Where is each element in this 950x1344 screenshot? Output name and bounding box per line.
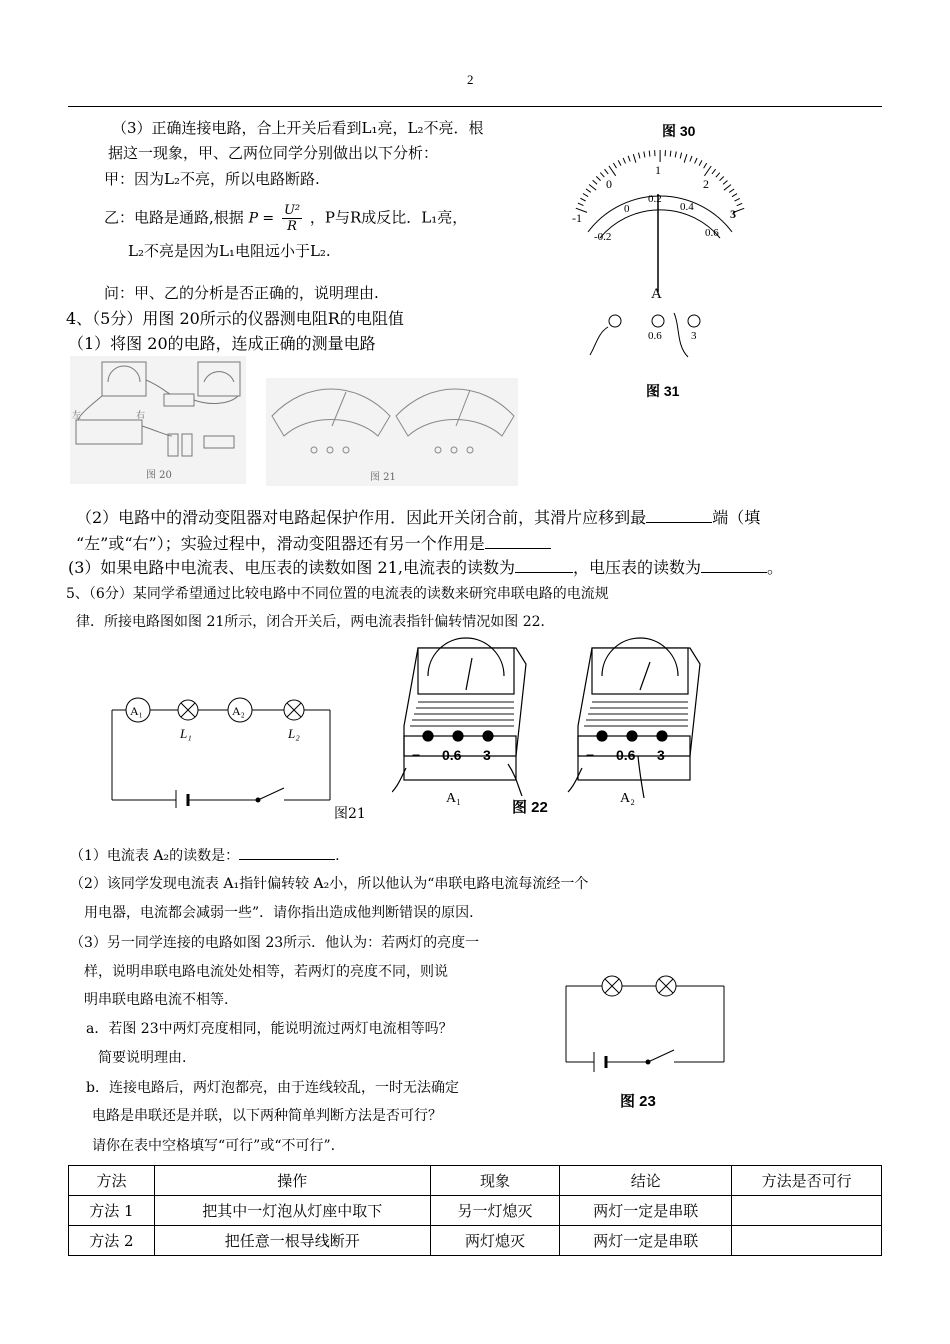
terminal-3	[688, 315, 700, 327]
fig22-meters	[392, 636, 732, 806]
q5-p3-line2: 样，说明串联电路电流处处相等，若两灯的亮度不同，则说	[84, 964, 448, 980]
q3-ask: 问：甲、乙的分析是否正确的，说明理由.	[104, 284, 379, 302]
dial-tick	[600, 173, 604, 178]
terminal-06	[652, 315, 664, 327]
table-row	[69, 1196, 882, 1226]
terminal-label-06: 0.6	[648, 330, 662, 342]
minor-label-06: 0.6	[705, 227, 719, 239]
blank-a2-reading[interactable]	[239, 859, 335, 860]
q3-yi-suffix: ，P与R成反比．L₁亮，	[309, 208, 468, 227]
minor-label-02: 0.2	[648, 193, 662, 205]
header-feasible: 方法是否可行	[732, 1166, 882, 1196]
dial-tick	[644, 152, 645, 158]
q4-part3-a: (3）如果电路中电流表、电压表的读数如图 21,电流表的读数为	[68, 558, 515, 577]
fig21-circuit	[108, 694, 338, 808]
meter1-minus: −	[412, 747, 421, 763]
cell-feasible-answer[interactable]	[732, 1226, 882, 1256]
formula-p: P =	[248, 210, 275, 227]
q5-p1-text: （1）电流表 A₂的读数是：	[70, 848, 240, 864]
methods-table	[68, 1165, 882, 1256]
q3-jia: 甲：因为L₂不亮，所以电路断路.	[104, 170, 320, 188]
wire-left	[590, 327, 608, 355]
q5-p1	[70, 846, 340, 866]
fig20-apparatus	[70, 356, 246, 484]
fig21-circuit-caption: 图21	[334, 806, 366, 822]
minor-label-0: 0	[624, 203, 630, 215]
q5-p2-line1: （2）该同学发现电流表 A₁指针偏转较 A₂小，所以他认为“串联电路电流每流经一个	[70, 876, 589, 892]
dial-tick	[675, 152, 676, 158]
fig21-meters	[266, 378, 518, 486]
switch-lever	[258, 788, 284, 800]
blank-other-role[interactable]	[485, 548, 551, 549]
fig20-left: 左	[72, 411, 82, 421]
q5-b-line2: 电路是串联还是并联，以下两种简单判断方法是否可行？	[92, 1108, 442, 1124]
header-method: 方法	[69, 1166, 155, 1196]
dial-tick	[716, 173, 720, 178]
q4-part1: （1）将图 20的电路，连成正确的测量电路	[68, 334, 376, 353]
q5-p3-line3: 明串联电路电流不相等.	[84, 992, 229, 1008]
tick-label-3: 3	[730, 207, 736, 221]
q5-b-line1: b．连接电路后，两灯泡都亮，由于连线较乱，一时无法确定	[86, 1080, 459, 1096]
dial-tick	[712, 169, 716, 174]
dial-tick	[690, 156, 692, 162]
dial-tick	[593, 180, 598, 184]
dial-tick	[704, 163, 707, 168]
dial-tick	[628, 156, 630, 162]
l2-label: L₂	[288, 726, 300, 741]
fig30-caption: 图 30	[662, 123, 696, 139]
header-rule	[68, 106, 882, 107]
ammeter-face	[272, 389, 390, 436]
meter1-3: 3	[483, 747, 491, 763]
dial-tick	[680, 153, 681, 159]
cell-feasible-answer[interactable]	[732, 1196, 882, 1226]
tick-label-1: 1	[655, 163, 661, 177]
q4-part3-c: 。	[766, 558, 783, 577]
page-number: 2	[467, 72, 474, 87]
dial-tick	[723, 181, 728, 185]
fig23-circuit	[562, 970, 732, 1080]
q5-a-line1: a．若图 23中两灯亮度相同，能说明流过两灯电流相等吗？	[86, 1021, 453, 1037]
minor-label-04: 0.4	[680, 201, 694, 213]
dial-tick	[633, 154, 636, 163]
cell-method: 方法 1	[69, 1196, 155, 1226]
dial-tick	[732, 194, 737, 197]
dial-tick	[670, 151, 671, 157]
rheostat	[76, 420, 142, 444]
voltmeter-face	[396, 389, 514, 436]
meter2-minus: −	[586, 747, 595, 763]
meter2-face	[592, 648, 688, 694]
q3-line2: 据这一现象，甲、乙两位同学分别做出以下分析：	[108, 144, 439, 162]
meter2-label: A₂	[620, 791, 635, 806]
dial-tick	[684, 154, 687, 163]
dial-tick	[578, 203, 584, 206]
cell-operation: 把任意一根导线断开	[154, 1226, 430, 1256]
q4-part2-text: （2）电路中的滑动变阻器对电路起保护作用．因此开关闭合前，其滑片应移到最	[76, 508, 647, 527]
cell-operation: 把其中一灯泡从灯座中取下	[154, 1196, 430, 1226]
header-phenomenon: 现象	[430, 1166, 560, 1196]
fig31-caption: 图 31	[646, 383, 680, 399]
dial-tick	[589, 185, 596, 191]
ammeter-needle	[332, 392, 346, 426]
dial-tick	[729, 189, 734, 192]
battery-2	[182, 434, 192, 456]
formula-denominator: R	[287, 219, 297, 234]
terminal-neg	[609, 315, 621, 327]
dial-tick	[583, 194, 588, 197]
q3-yi-line2: L₂不亮是因为L₁电阻远小于L₂.	[128, 242, 331, 260]
q5-p2-line2: 用电器，电流都会减弱一些”．请你指出造成他判断错误的原因.	[84, 905, 474, 921]
q4-part3	[68, 558, 783, 578]
dial-tick	[639, 153, 640, 159]
cell-conclusion: 两灯一定是串联	[560, 1196, 732, 1226]
q3-yi-prefix: 乙：电路是通路,根据	[104, 208, 244, 227]
meter2-06: 0.6	[616, 747, 636, 763]
q5-a-line2: 简要说明理由.	[98, 1050, 187, 1066]
dial-tick	[735, 198, 740, 201]
blank-end[interactable]	[646, 522, 712, 523]
tick-label-0: 0	[606, 177, 612, 191]
dial-tick	[695, 158, 698, 163]
dial-tick	[586, 189, 591, 192]
tick-label-neg1: -1	[572, 211, 582, 225]
dial-tick	[613, 163, 616, 168]
l1-label: L₁	[180, 726, 192, 741]
cell-conclusion: 两灯一定是串联	[560, 1226, 732, 1256]
dial-tick	[596, 176, 600, 180]
fig20-right: 右	[136, 411, 146, 421]
dial-tick	[618, 160, 621, 165]
table-row	[69, 1226, 882, 1256]
fig20-label: 图 20	[146, 470, 172, 481]
dial-arc-inner	[600, 210, 720, 238]
fig21-label: 图 21	[370, 472, 396, 483]
blank-current[interactable]	[515, 572, 573, 573]
meter1-06: 0.6	[442, 747, 462, 763]
meter2-3: 3	[657, 747, 665, 763]
q5-title2: 律．所接电路图如图 21所示，闭合开关后，两电流表指针偏转情况如图 22．	[76, 614, 555, 630]
formula-numerator: U²	[283, 203, 301, 218]
cell-phenomenon: 两灯熄灭	[430, 1226, 560, 1256]
minor-label-neg02: -0.2	[594, 231, 612, 243]
a2-symbol: A₂	[232, 704, 245, 718]
voltmeter-box	[198, 362, 240, 396]
q5-b-line3: 请你在表中空格填写“可行”或“不可行”.	[92, 1138, 336, 1154]
unit-label: A	[651, 286, 662, 302]
dial-tick	[623, 158, 625, 164]
fig23-caption: 图 23	[620, 1093, 656, 1110]
dial-tick	[724, 185, 731, 191]
table-header-row	[69, 1166, 882, 1196]
q3-line1: （3）正确连接电路，合上开关后看到L₁亮，L₂不亮．根	[112, 119, 484, 137]
wire-right	[674, 313, 688, 357]
switch	[204, 436, 234, 448]
fig22-caption: 图 22	[512, 799, 548, 816]
q4-part2-line2-text: “左”或“右”）；实验过程中，滑动变阻器还有另一个作用是	[76, 534, 485, 553]
switch-lever	[648, 1050, 674, 1062]
dial-tick	[649, 151, 650, 157]
q5-p3-line1: （3）另一同学连接的电路如图 23所示．他认为：若两灯的亮度一	[70, 935, 480, 951]
fig31-terminals	[588, 305, 718, 365]
blank-voltage[interactable]	[701, 572, 767, 573]
dial-tick	[605, 169, 609, 174]
q4-part3-b: ，电压表的读数为	[572, 558, 701, 577]
dial-tick	[580, 198, 585, 201]
q3-yi	[104, 203, 467, 234]
battery-1	[168, 434, 178, 456]
dial-tick	[699, 160, 702, 165]
dial-tick	[704, 166, 711, 176]
terminal-label-3: 3	[691, 330, 697, 342]
a1-symbol: A₁	[130, 704, 143, 718]
dial-tick	[720, 177, 724, 181]
cell-phenomenon: 另一灯熄灭	[430, 1196, 560, 1226]
tick-label-2: 2	[703, 177, 709, 191]
dial-tick	[609, 166, 616, 176]
cell-method: 方法 2	[69, 1226, 155, 1256]
header-conclusion: 结论	[560, 1166, 732, 1196]
q4-part2-line2	[76, 534, 551, 554]
dial-tick	[737, 203, 743, 205]
q4-part2-end: 端（填	[712, 508, 761, 527]
q4-part2-line1	[76, 508, 760, 528]
resistor	[164, 394, 194, 406]
q4-title: 4、（5分）用图 20所示的仪器测电阻R的电阻值	[66, 309, 404, 328]
q5-title: 5、（6分）某同学希望通过比较电路中不同位置的电流表的读数来研究串联电路的电流规	[66, 586, 609, 602]
formula-fraction	[282, 203, 302, 234]
q5-p1-end: .	[335, 848, 340, 864]
meter1-label: A₁	[446, 791, 461, 806]
header-operation: 操作	[154, 1166, 430, 1196]
